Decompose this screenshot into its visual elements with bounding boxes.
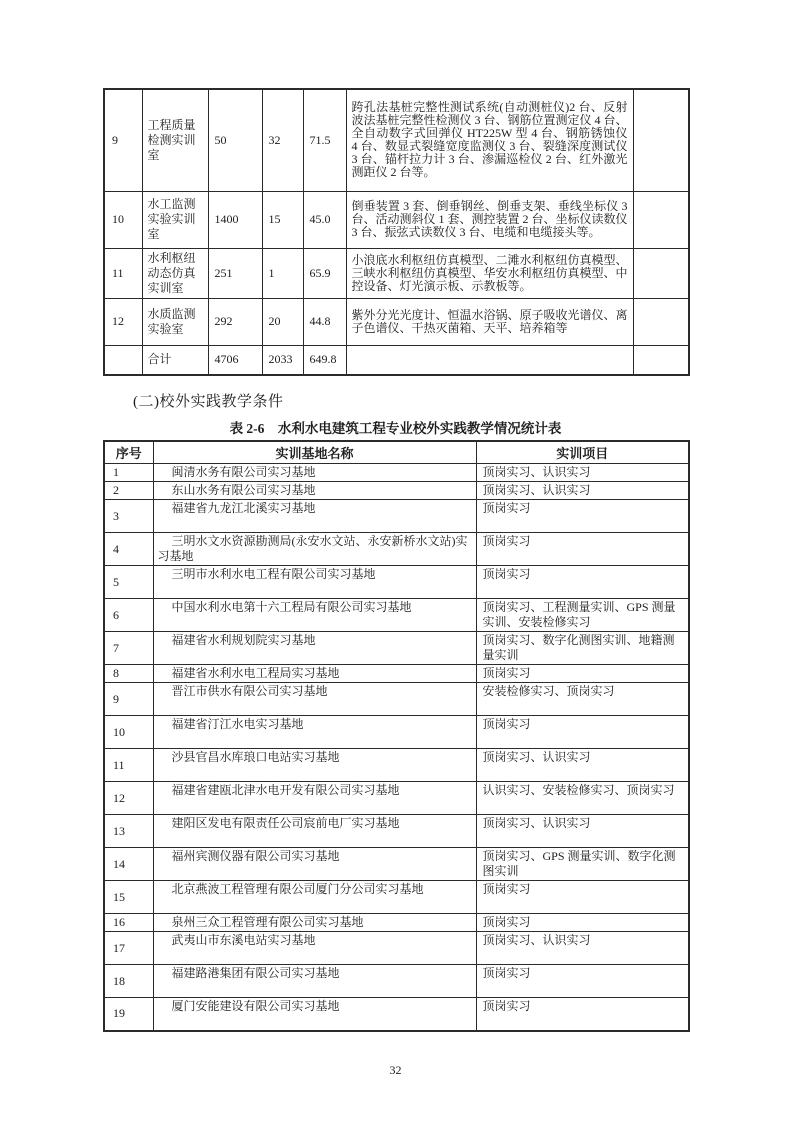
base-name-cell: 福建省水利规划院实习基地 [153, 632, 476, 665]
base-name-cell: 东山水务有限公司实习基地 [153, 482, 476, 500]
serial-cell: 6 [104, 599, 153, 632]
practice-row [104, 965, 689, 998]
practice-row [104, 665, 689, 683]
base-name-cell: 晋江市供水有限公司实习基地 [153, 683, 476, 716]
projects-cell: 顶岗实习 [476, 914, 689, 932]
practice-row [104, 683, 689, 716]
value-cell: 292 [208, 298, 262, 345]
section-heading: (二)校外实践教学条件 [133, 394, 284, 410]
lab-name-cell: 工程质量检测实训室 [142, 89, 208, 191]
serial-cell: 19 [104, 998, 153, 1031]
value-cell: 32 [262, 89, 303, 191]
blank-cell [633, 248, 689, 298]
practice-row [104, 599, 689, 632]
base-name-cell: 福建省九龙江北溪实习基地 [153, 500, 476, 533]
projects-cell: 安装检修实习、顶岗实习 [476, 683, 689, 716]
equipment-list-cell: 小浪底水利枢纽仿真模型、二滩水利枢纽仿真模型、三峡水利枢纽仿真模型、华安水利枢纽仿真模型、中控设备、灯光演示板、示教板等。 [346, 248, 633, 298]
lab-name-cell: 水质监测实验室 [142, 298, 208, 345]
serial-cell: 14 [104, 848, 153, 881]
practice-row [104, 932, 689, 965]
blank-cell [633, 191, 689, 248]
lab-name-cell: 水利枢纽动态仿真实训室 [142, 248, 208, 298]
serial-cell: 8 [104, 665, 153, 683]
serial-cell: 17 [104, 932, 153, 965]
base-name-cell: 建阳区发电有限责任公司宸前电厂实习基地 [153, 815, 476, 848]
serial-cell: 18 [104, 965, 153, 998]
base-name-cell: 闽清水务有限公司实习基地 [153, 464, 476, 482]
serial-cell: 4 [104, 533, 153, 566]
practice-row [104, 533, 689, 566]
equipment-table [103, 88, 690, 376]
projects-cell: 顶岗实习 [476, 533, 689, 566]
serial-cell: 16 [104, 914, 153, 932]
projects-cell: 顶岗实习、认识实习 [476, 815, 689, 848]
projects-cell: 顶岗实习 [476, 881, 689, 914]
practice-row [104, 914, 689, 932]
base-name-cell: 三明市水利水电工程有限公司实习基地 [153, 566, 476, 599]
serial-cell: 15 [104, 881, 153, 914]
total-value-cell: 4706 [208, 345, 262, 375]
base-name-cell: 福州宾测仪器有限公司实习基地 [153, 848, 476, 881]
projects-cell: 顶岗实习 [476, 716, 689, 749]
value-cell: 1 [262, 248, 303, 298]
practice-row [104, 998, 689, 1031]
practice-row [104, 848, 689, 881]
equipment-row [104, 298, 689, 345]
value-cell: 15 [262, 191, 303, 248]
blank-cell [633, 89, 689, 191]
projects-cell: 顶岗实习 [476, 998, 689, 1031]
serial-cell: 5 [104, 566, 153, 599]
practice-row [104, 482, 689, 500]
practice-row [104, 716, 689, 749]
projects-cell: 顶岗实习 [476, 566, 689, 599]
practice-row [104, 566, 689, 599]
value-cell: 20 [262, 298, 303, 345]
header-projects: 实训项目 [476, 441, 689, 464]
page-content [103, 88, 688, 1078]
equipment-row [104, 89, 689, 191]
practice-row [104, 632, 689, 665]
serial-cell: 3 [104, 500, 153, 533]
total-value-cell: 649.8 [303, 345, 346, 375]
blank-cell [633, 345, 689, 375]
practice-row [104, 749, 689, 782]
value-cell: 50 [208, 89, 262, 191]
serial-cell: 13 [104, 815, 153, 848]
serial-cell: 9 [104, 89, 142, 191]
value-cell: 44.8 [303, 298, 346, 345]
serial-cell: 10 [104, 191, 142, 248]
serial-cell: 12 [104, 298, 142, 345]
serial-cell: 11 [104, 749, 153, 782]
base-name-cell: 福建省水利水电工程局实习基地 [153, 665, 476, 683]
equipment-list-cell [346, 345, 633, 375]
projects-cell: 顶岗实习、认识实习 [476, 464, 689, 482]
projects-cell: 顶岗实习 [476, 665, 689, 683]
serial-cell: 10 [104, 716, 153, 749]
base-name-cell: 中国水利水电第十六工程局有限公司实习基地 [153, 599, 476, 632]
practice-row [104, 881, 689, 914]
projects-cell: 顶岗实习、认识实习 [476, 749, 689, 782]
equipment-list-cell: 跨孔法基桩完整性测试系统(自动测桩仪)2 台、反射波法基桩完整性检测仪 3 台、钢筋位置测定仪 4 台、全自动数字式回弹仪 HT225W 型 4 台、钢筋锈蚀仪 4 台、数显式裂缝宽度监测仪 3 台、裂缝深度测试仪 3 台、锚杆拉力计 3 台、渗漏巡检仪 2 台、红外激光测距仪 2 台等。 [346, 89, 633, 191]
value-cell: 65.9 [303, 248, 346, 298]
serial-cell: 7 [104, 632, 153, 665]
header-base-name: 实训基地名称 [153, 441, 476, 464]
value-cell: 1400 [208, 191, 262, 248]
serial-cell: 12 [104, 782, 153, 815]
practice-row [104, 500, 689, 533]
serial-cell: 2 [104, 482, 153, 500]
page-number: 32 [389, 1062, 402, 1077]
projects-cell: 顶岗实习、认识实习 [476, 932, 689, 965]
base-name-cell: 三明水文水资源勘测局(永安水文站、永安新桥水文站)实习基地 [153, 533, 476, 566]
base-name-cell: 沙县官昌水库琅口电站实习基地 [153, 749, 476, 782]
lab-name-cell: 水工监测实验实训室 [142, 191, 208, 248]
practice-table [103, 440, 690, 1032]
equipment-row [104, 248, 689, 298]
value-cell: 71.5 [303, 89, 346, 191]
blank-cell [633, 298, 689, 345]
base-name-cell: 厦门安能建设有限公司实习基地 [153, 998, 476, 1031]
projects-cell: 顶岗实习、数字化测图实训、地籍测量实训 [476, 632, 689, 665]
projects-cell: 顶岗实习 [476, 500, 689, 533]
table-title: 表 2-6 水利水电建筑工程专业校外实践教学情况统计表 [229, 421, 562, 436]
serial-cell [104, 345, 142, 375]
projects-cell: 认识实习、安装检修实习、顶岗实习 [476, 782, 689, 815]
serial-cell: 11 [104, 248, 142, 298]
practice-header-row [104, 441, 689, 464]
serial-cell: 9 [104, 683, 153, 716]
total-row [104, 345, 689, 375]
practice-row [104, 464, 689, 482]
projects-cell: 顶岗实习、认识实习 [476, 482, 689, 500]
total-value-cell: 2033 [262, 345, 303, 375]
value-cell: 45.0 [303, 191, 346, 248]
projects-cell: 顶岗实习、GPS 测量实训、数字化测图实训 [476, 848, 689, 881]
practice-row [104, 782, 689, 815]
projects-cell: 顶岗实习 [476, 965, 689, 998]
practice-row [104, 815, 689, 848]
total-label-cell: 合计 [142, 345, 208, 375]
base-name-cell: 北京燕波工程管理有限公司厦门分公司实习基地 [153, 881, 476, 914]
serial-cell: 1 [104, 464, 153, 482]
equipment-list-cell: 紫外分光光度计、恒温水浴锅、原子吸收光谱仪、离子色谱仪、干热灭菌箱、天平、培养箱等 [346, 298, 633, 345]
base-name-cell: 武夷山市东溪电站实习基地 [153, 932, 476, 965]
value-cell: 251 [208, 248, 262, 298]
base-name-cell: 泉州三众工程管理有限公司实习基地 [153, 914, 476, 932]
base-name-cell: 福建省汀江水电实习基地 [153, 716, 476, 749]
equipment-row [104, 191, 689, 248]
header-serial: 序号 [104, 441, 153, 464]
base-name-cell: 福建省建瓯北津水电开发有限公司实习基地 [153, 782, 476, 815]
base-name-cell: 福建路港集团有限公司实习基地 [153, 965, 476, 998]
equipment-list-cell: 倒垂装置 3 套、倒垂钢丝、倒垂支架、垂线坐标仪 3 台、活动测斜仪 1 套、测控装置 2 台、坐标仪读数仪 3 台、振弦式读数仪 3 台、电缆和电缆接头等。 [346, 191, 633, 248]
projects-cell: 顶岗实习、工程测量实训、GPS 测量实训、安装检修实习 [476, 599, 689, 632]
